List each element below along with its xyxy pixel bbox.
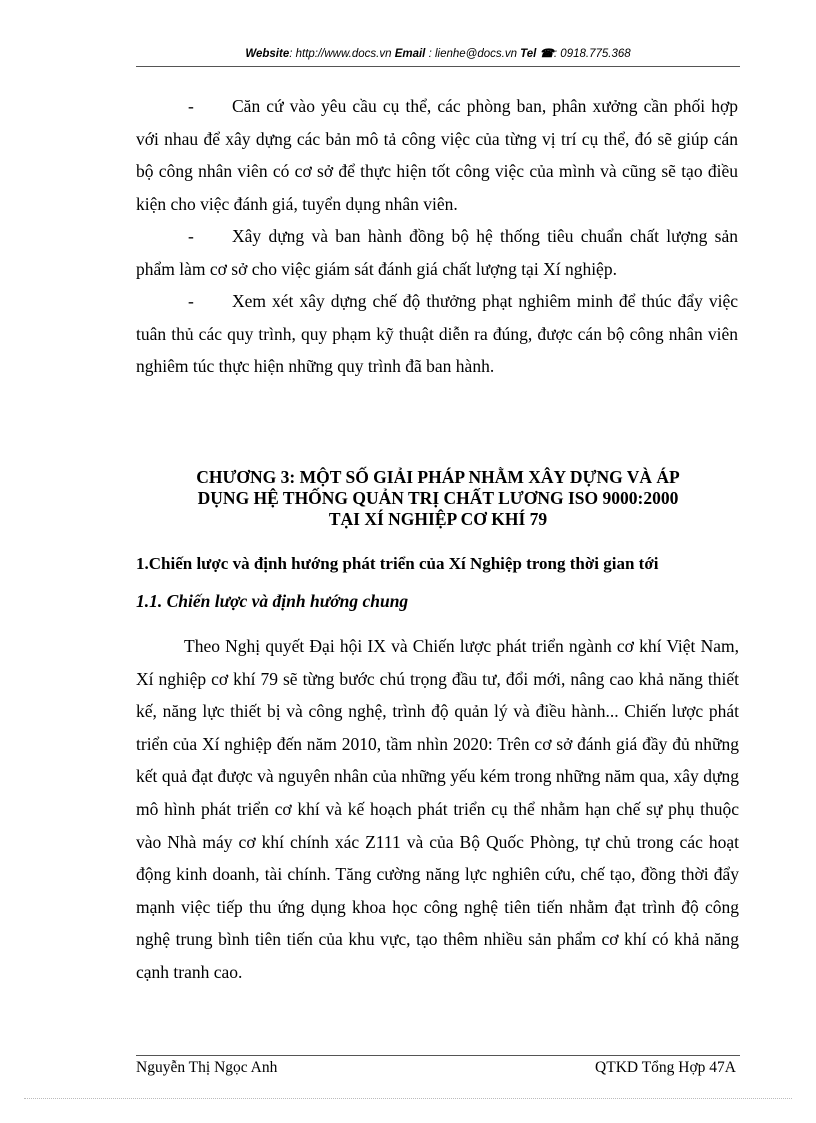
website-value: : http://www.docs.vn [289, 48, 392, 60]
email-label: Email [394, 48, 426, 60]
phone-icon: ☎ [539, 48, 554, 60]
bullet-dash: - [188, 291, 194, 311]
footer-divider [136, 1055, 740, 1056]
bullet-text: Xây dựng và ban hành đồng bộ hệ thống tiêu chuẩn chất lượng sản phẩm làm cơ sở cho việc giám sát đánh giá chất lượng tại Xí nghiệp. [136, 226, 738, 279]
page-header [136, 46, 740, 68]
website-label: Website [245, 48, 290, 60]
page-footer [136, 1057, 740, 1079]
bullet-item [136, 90, 738, 220]
bullet-dash: - [188, 226, 194, 246]
bullet-text: Căn cứ vào yêu cầu cụ thể, các phòng ban, phân xưởng cần phối hợp với nhau để xây dựng các bản mô tả công việc của từng vị trí cụ thể, đó sẽ giúp cán bộ công nhân viên có cơ sở để thực hiện tốt công việc của mình và cũng sẽ tạo điều kiện cho việc đánh giá, tuyển dụng nhân viên. [136, 96, 738, 214]
chapter-title-line: TẠI XÍ NGHIỆP CƠ KHÍ 79 [328, 509, 548, 529]
footer-class: QTKD Tổng Hợp 47A [595, 1059, 736, 1076]
section-heading: 1.Chiến lược và định hướng phát triển của Xí Nghiệp trong thời gian tới [136, 554, 659, 573]
bullet-dash: - [188, 96, 194, 116]
bullet-item [136, 285, 738, 383]
bullet-text: Xem xét xây dựng chế độ thưởng phạt nghiêm minh để thúc đẩy việc tuân thủ các quy trình, quy phạm kỹ thuật diễn ra đúng, được cán bộ công nhân viên nghiêm túc thực hiện những quy trình đã ban hành. [136, 291, 738, 376]
bullet-list [136, 90, 738, 383]
chapter-title-line: DỤNG HỆ THỐNG QUẢN TRỊ CHẤT LƯƠNG ISO 9000:2000 [197, 488, 679, 508]
tel-label: Tel [520, 48, 537, 60]
email-value: : lienhe@docs.vn [425, 48, 517, 60]
subsection-heading: 1.1. Chiến lược và định hướng chung [136, 591, 409, 611]
header-divider [136, 66, 740, 67]
chapter-title [136, 467, 740, 530]
body-paragraph: Theo Nghị quyết Đại hội IX và Chiến lược phát triển ngành cơ khí Việt Nam, Xí nghiệp cơ khí 79 sẽ từng bước chú trọng đầu tư, đổi mới, nâng cao khả năng thiết kế, năng lực thiết bị và công nghệ, trình độ quản lý và điều hành... Chiến lược phát triển của Xí nghiệp đến năm 2010, tầm nhìn 2020: Trên cơ sở đánh giá đầy đủ những kết quả đạt được và nguyên nhân của những yếu kém trong những năm qua, xây dựng mô hình phát triển cơ khí và kế hoạch phát triển cụ thể nhằm hạn chế sự phụ thuộc vào Nhà máy cơ khí chính xác Z111 và của Bộ Quốc Phòng, tự chủ trong các hoạt động kinh doanh, tài chính. Tăng cường năng lực nghiên cứu, chế tạo, đồng thời đẩy mạnh việc tiếp thu ứng dụng khoa học công nghệ tiên tiến nhằm đạt trình độ công nghệ trung bình tiên tiến của khu vực, tạo thêm nhiều sản phẩm cơ khí có khả năng cạnh tranh cao. [136, 636, 739, 982]
chapter-title-line: CHƯƠNG 3: MỘT SỐ GIẢI PHÁP NHẰM XÂY DỰNG VÀ ÁP [196, 467, 680, 487]
tel-value: : 0918.775.368 [553, 48, 631, 60]
bullet-item [136, 220, 738, 285]
footer-author: Nguyễn Thị Ngọc Anh [136, 1059, 278, 1076]
page-bottom-dotted-line [24, 1098, 792, 1099]
